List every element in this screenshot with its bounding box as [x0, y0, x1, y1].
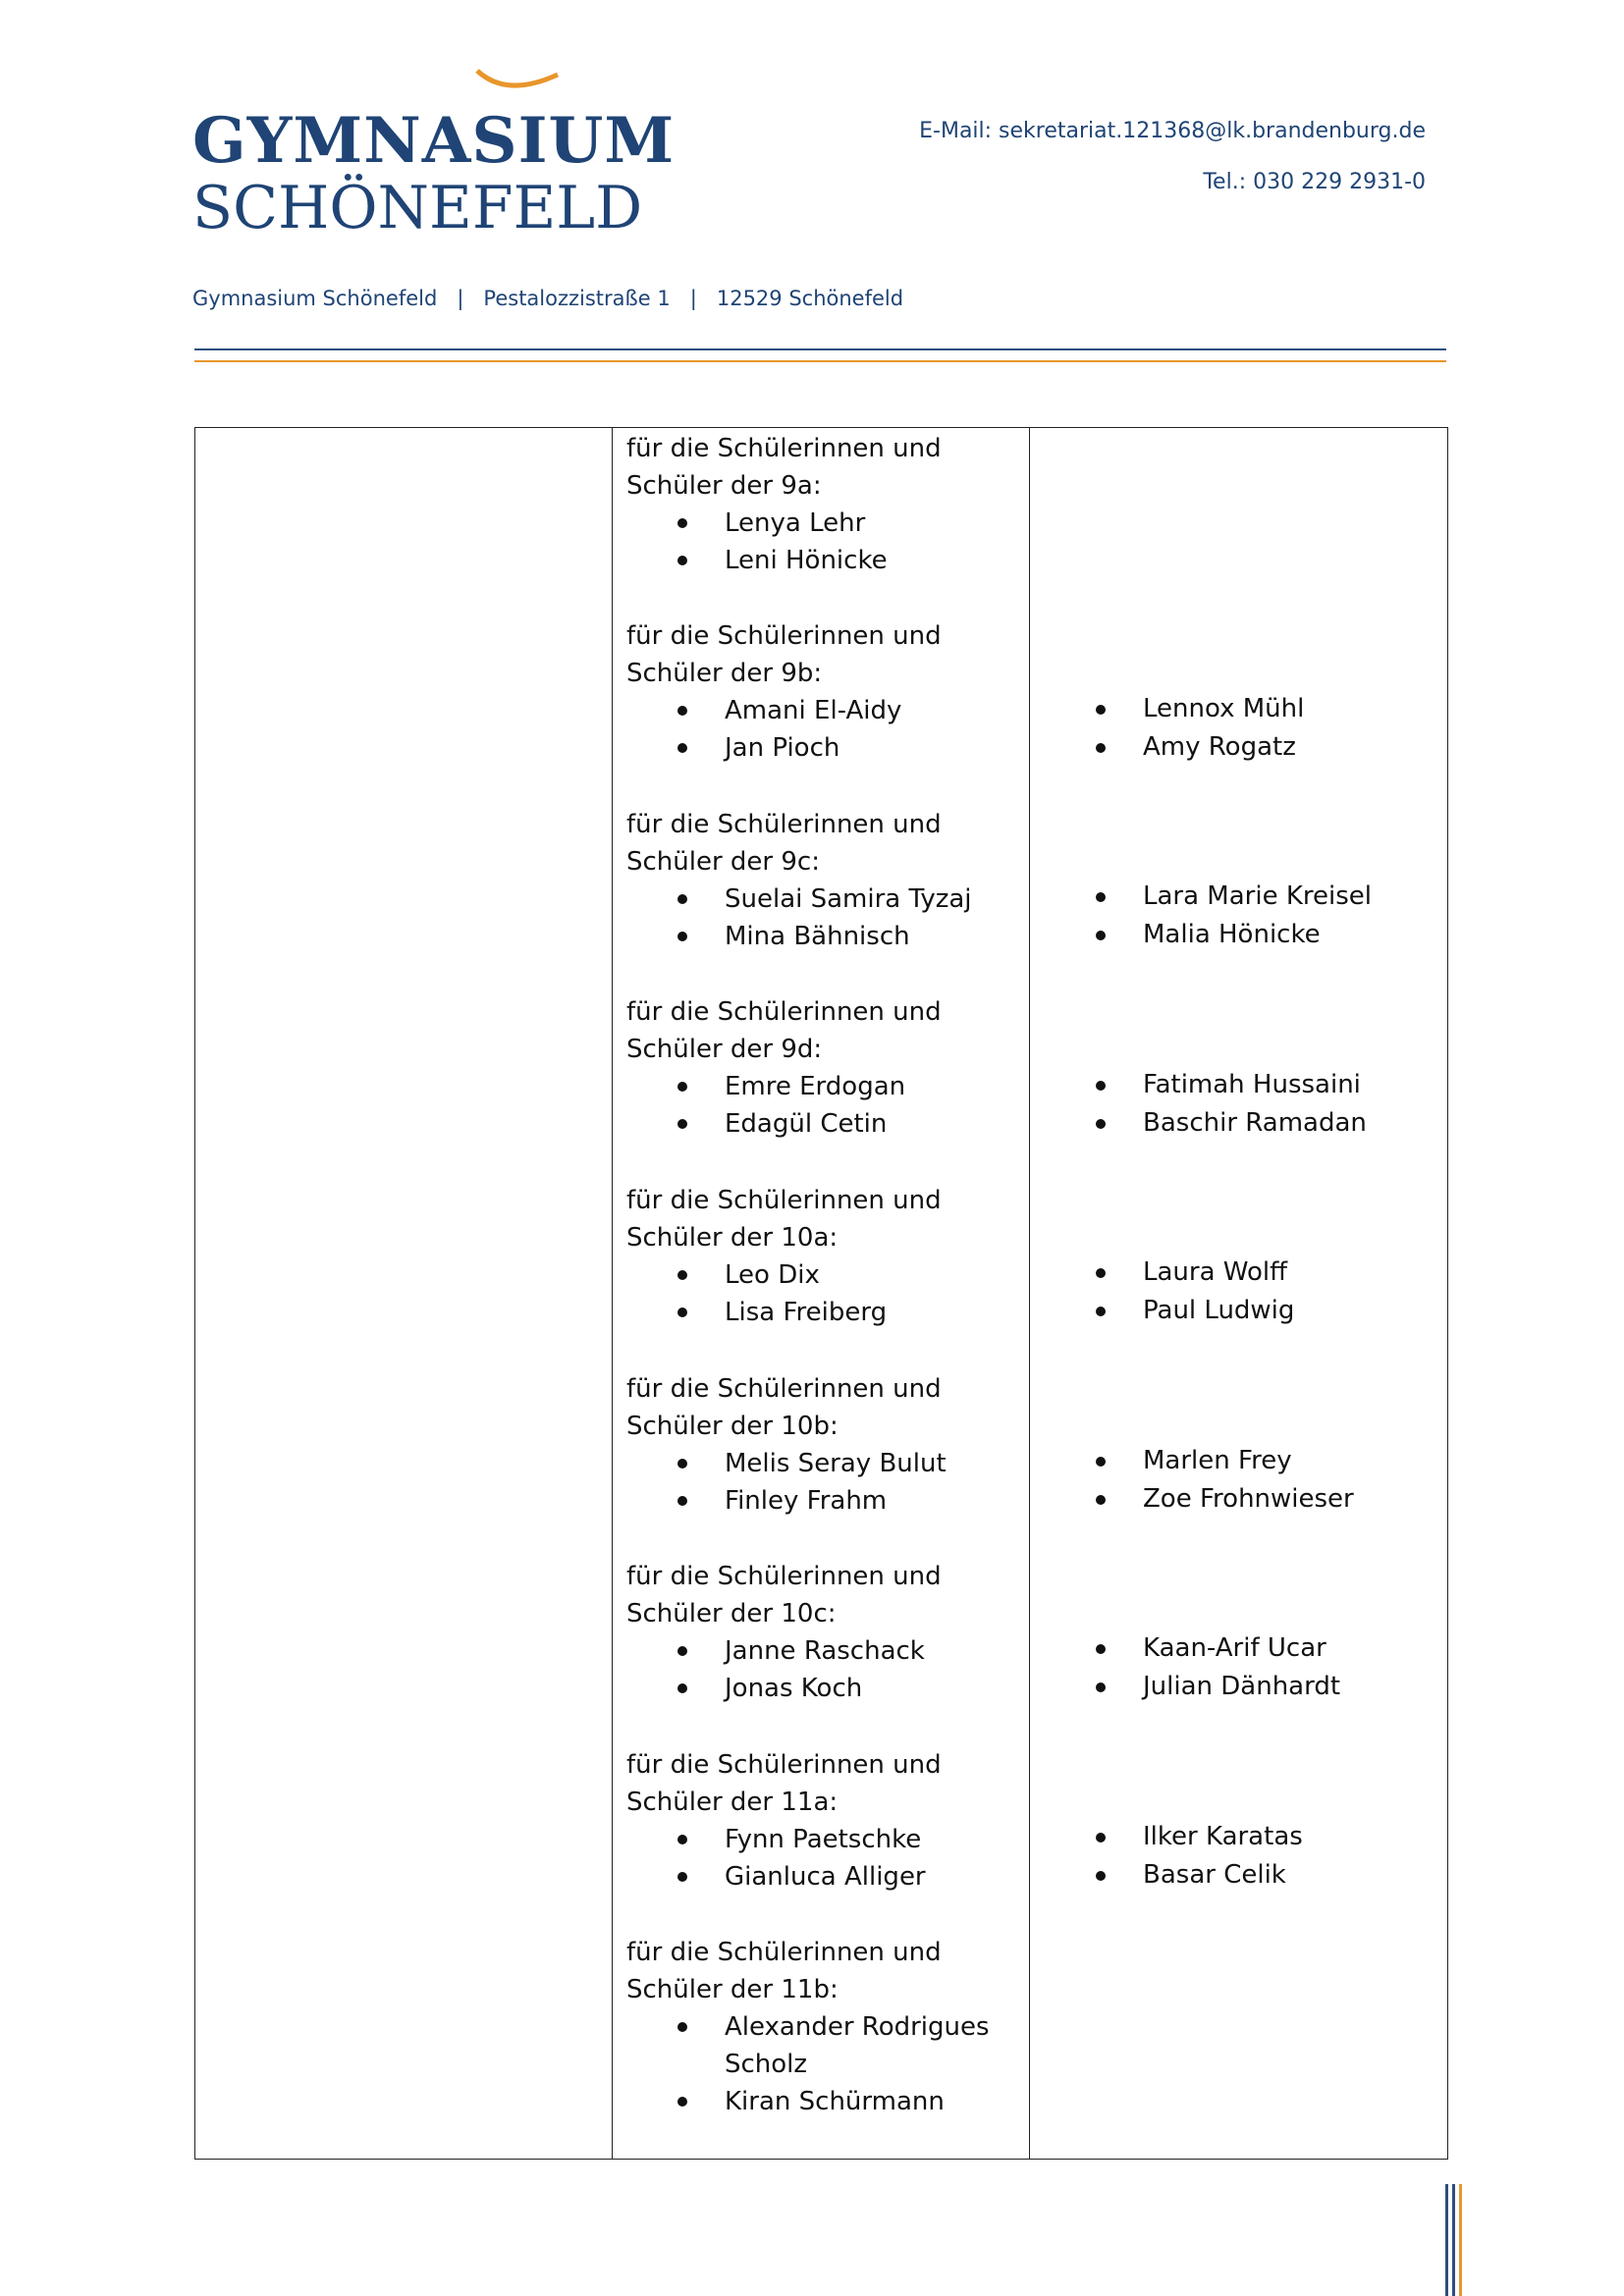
group-class-label: Schüler der 11a:	[626, 1788, 839, 1817]
substitute-name: Julian Dänhardt	[1096, 1668, 1340, 1706]
student-name: Janne Raschack	[626, 1632, 1019, 1670]
substitute-list	[1096, 1254, 1294, 1330]
group-class-label: Schüler der 9d:	[626, 1035, 823, 1064]
student-name: Fynn Paetschke	[626, 1821, 1019, 1858]
class-group	[626, 806, 1019, 955]
group-heading: für die Schülerinnen und	[626, 621, 942, 651]
class-group	[626, 1182, 1019, 1331]
class-group	[626, 1746, 1019, 1896]
group-heading: für die Schülerinnen und	[626, 997, 942, 1027]
student-name: Suelai Samira Tyzaj	[626, 881, 1019, 918]
class-group	[626, 1558, 1019, 1707]
group-heading: für die Schülerinnen und	[626, 1374, 942, 1404]
class-group	[626, 993, 1019, 1143]
substitute-name: Kaan-Arif Ucar	[1096, 1629, 1340, 1668]
student-name: Lenya Lehr	[626, 505, 1019, 542]
student-name: Melis Seray Bulut	[626, 1445, 1019, 1482]
group-heading: für die Schülerinnen und	[626, 1750, 942, 1780]
group-heading: für die Schülerinnen und	[626, 1938, 942, 1967]
student-name: Leni Hönicke	[626, 542, 1019, 579]
group-class-label: Schüler der 9c:	[626, 847, 820, 877]
substitute-list	[1096, 690, 1304, 767]
group-class-label: Schüler der 9b:	[626, 659, 823, 688]
substitute-name: Ilker Karatas	[1096, 1818, 1303, 1856]
student-name: Gianluca Alliger	[626, 1858, 1019, 1896]
margin-decoration	[1445, 2184, 1463, 2296]
group-class-label: Schüler der 10b:	[626, 1412, 839, 1441]
substitute-list	[1096, 1818, 1303, 1895]
logo-text-line2: SCHÖNEFELD	[192, 174, 643, 242]
group-class-label: Schüler der 11b:	[626, 1975, 839, 2004]
phone-text: Tel.: 030 229 2931-0	[1203, 170, 1426, 194]
student-name: Lisa Freiberg	[626, 1294, 1019, 1331]
group-heading: für die Schülerinnen und	[626, 1186, 942, 1215]
substitute-list	[1096, 1066, 1367, 1143]
group-class-label: Schüler der 9a:	[626, 471, 822, 501]
logo-text-line1: GYMNASIUM	[192, 104, 676, 178]
substitute-name: Zoe Frohnwieser	[1096, 1480, 1354, 1519]
substitute-name: Amy Rogatz	[1096, 728, 1304, 767]
address-line: Gymnasium Schönefeld | Pestalozzistraße 1 | 12529 Schönefeld	[192, 287, 904, 310]
header-rule-blue	[194, 348, 1446, 350]
substitute-list	[1096, 1629, 1340, 1706]
class-group	[626, 1934, 1019, 2120]
substitute-name: Malia Hönicke	[1096, 916, 1372, 954]
student-name: Mina Bähnisch	[626, 918, 1019, 955]
student-name: Jan Pioch	[626, 729, 1019, 767]
student-name: Finley Frahm	[626, 1482, 1019, 1520]
school-logo	[192, 69, 676, 245]
student-name: Emre Erdogan	[626, 1068, 1019, 1105]
logo-arc-icon	[192, 69, 624, 108]
student-name: Edagül Cetin	[626, 1105, 1019, 1143]
class-group	[626, 1370, 1019, 1520]
substitute-name: Lara Marie Kreisel	[1096, 878, 1372, 916]
substitute-name: Paul Ludwig	[1096, 1292, 1294, 1330]
class-group	[626, 617, 1019, 767]
contact-block	[919, 118, 1426, 220]
student-name: Amani El-Aidy	[626, 692, 1019, 729]
substitute-name: Baschir Ramadan	[1096, 1104, 1367, 1143]
group-class-label: Schüler der 10c:	[626, 1599, 837, 1629]
substitute-list	[1096, 878, 1372, 954]
group-heading: für die Schülerinnen und	[626, 810, 942, 839]
substitute-name: Marlen Frey	[1096, 1442, 1354, 1480]
email-text[interactable]: E-Mail: sekretariat.121368@lk.brandenburg.de	[919, 119, 1426, 143]
substitute-list	[1096, 1442, 1354, 1519]
table-cell-empty	[195, 428, 613, 2160]
group-heading: für die Schülerinnen und	[626, 434, 942, 463]
substitute-name: Fatimah Hussaini	[1096, 1066, 1367, 1104]
substitute-name: Lennox Mühl	[1096, 690, 1304, 728]
student-name: Alexander Rodrigues Scholz	[626, 2008, 1019, 2083]
substitute-name: Basar Celik	[1096, 1856, 1303, 1895]
student-name: Jonas Koch	[626, 1670, 1019, 1707]
group-class-label: Schüler der 10a:	[626, 1223, 839, 1253]
class-group	[626, 430, 1019, 579]
group-heading: für die Schülerinnen und	[626, 1562, 942, 1591]
student-name: Leo Dix	[626, 1256, 1019, 1294]
student-name: Kiran Schürmann	[626, 2083, 1019, 2120]
substitute-name: Laura Wolff	[1096, 1254, 1294, 1292]
header-rule-orange	[194, 360, 1446, 362]
